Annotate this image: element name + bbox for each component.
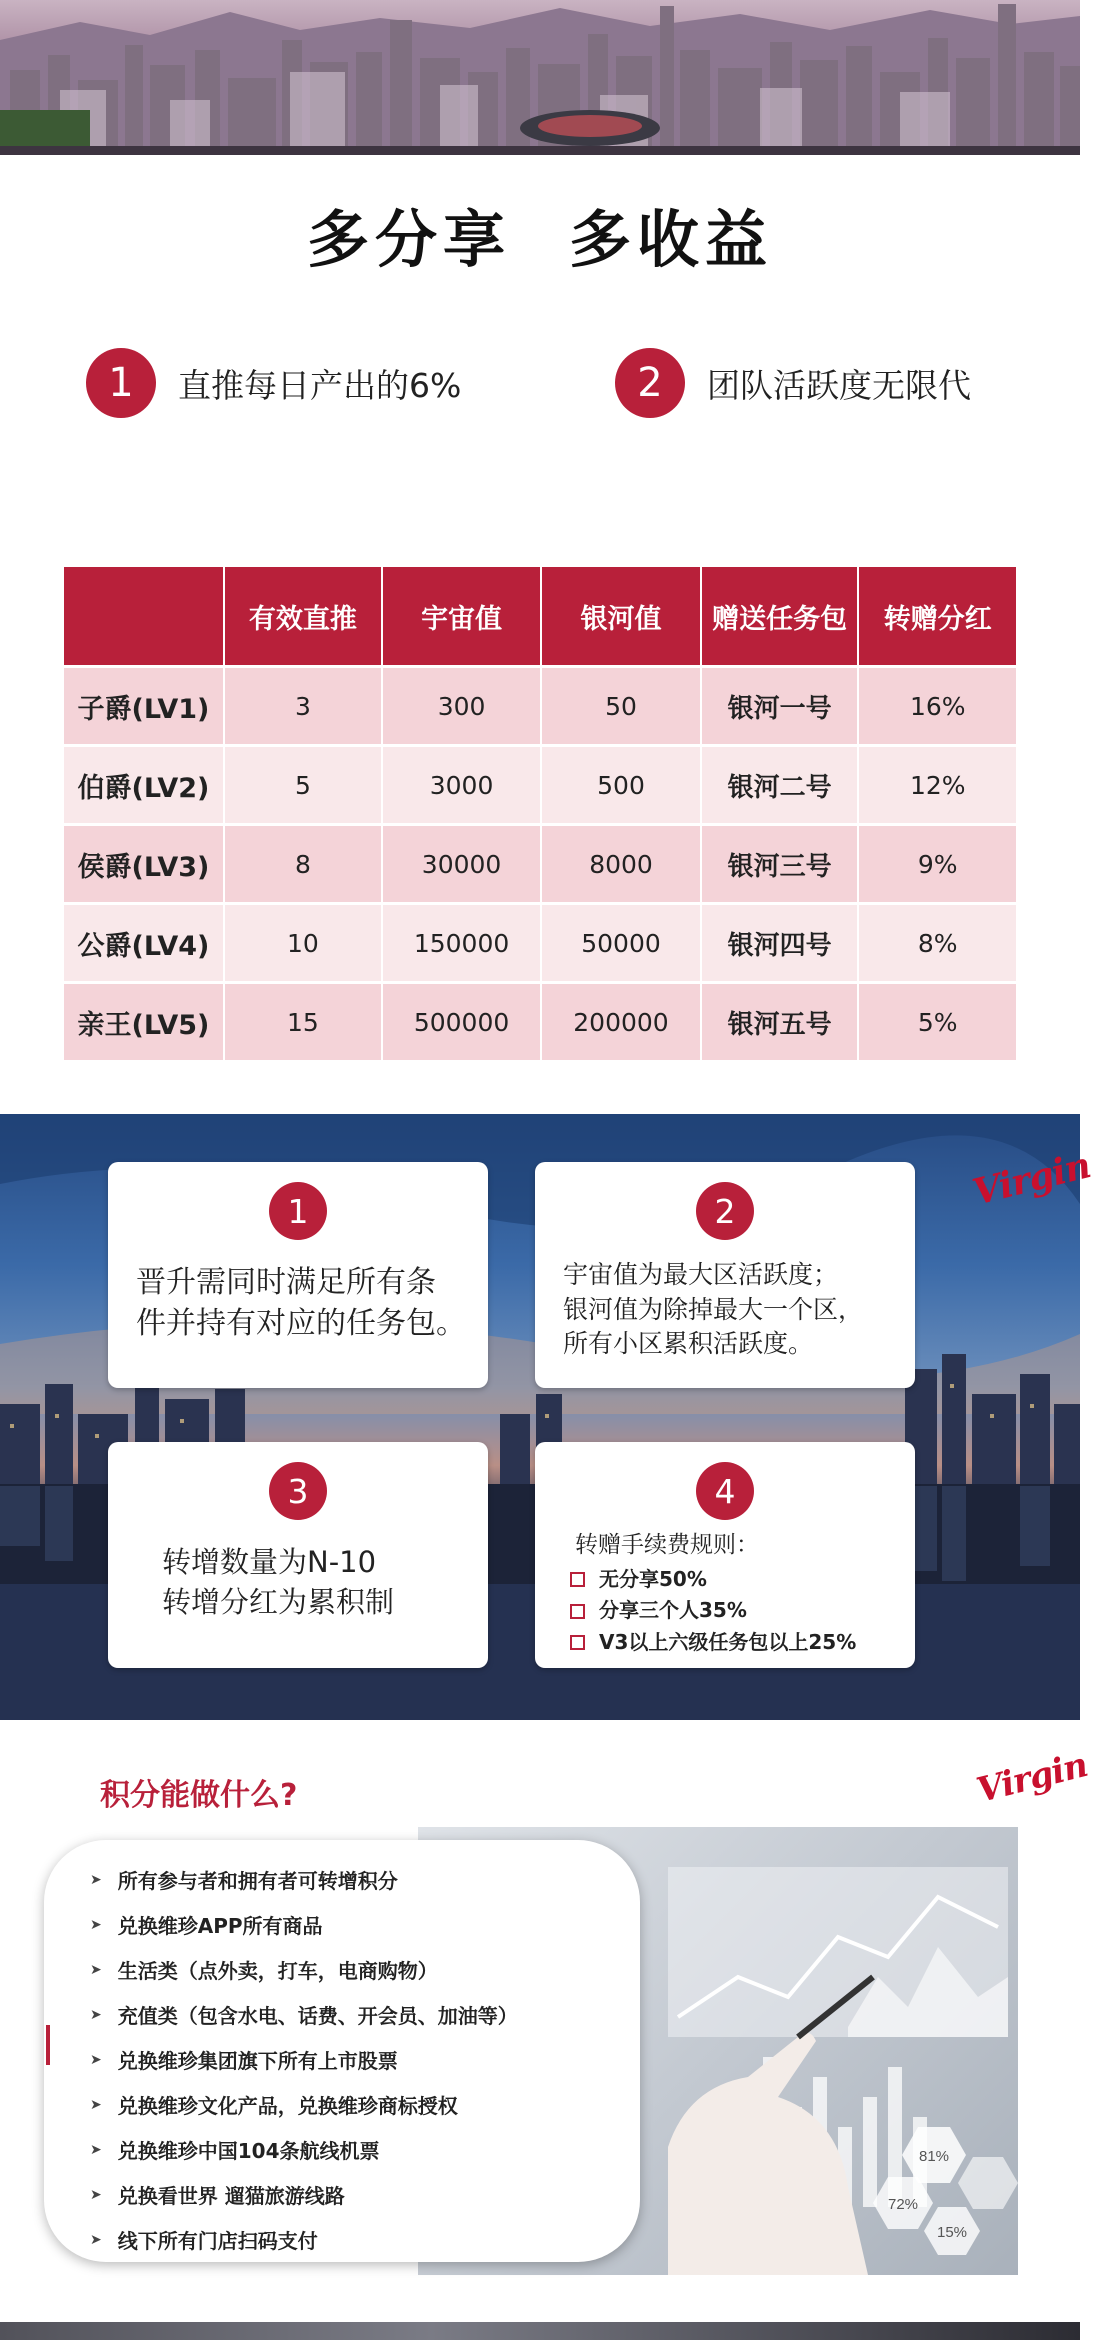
table-cell: 30000 — [383, 826, 540, 902]
photo-badge-2: 72% — [887, 2196, 919, 2213]
points-list — [90, 1857, 518, 2262]
headline-left: 多分享 — [306, 203, 511, 276]
benefit-item-2 — [615, 348, 971, 418]
table-row — [64, 905, 1016, 981]
task-package-cell: 银河二号 — [702, 747, 858, 823]
table-header-cell: 宇宙值 — [383, 567, 540, 665]
photo-badge-3: 15% — [936, 2224, 968, 2241]
rule-card-3 — [108, 1442, 488, 1668]
list-item: ➤ 兑换维珍集团旗下所有上市股票 — [90, 2049, 398, 2073]
table-cell: 15 — [225, 984, 381, 1060]
table-cell: 8000 — [542, 826, 699, 902]
rule-card-4 — [535, 1442, 915, 1668]
table-cell: 8 — [225, 826, 381, 902]
arrow-right-icon: ➤ — [90, 1916, 102, 1933]
rule-text — [563, 1258, 863, 1362]
rule-line: 转增数量为N-10 — [162, 1545, 377, 1579]
table-cell: 12% — [859, 747, 1016, 823]
table-header-cell: 银河值 — [542, 567, 699, 665]
table-header-cell: 有效直推 — [225, 567, 381, 665]
task-package-cell: 银河四号 — [702, 905, 858, 981]
table-header-cell: 赠送任务包 — [702, 567, 858, 665]
task-package-cell: 银河五号 — [702, 984, 858, 1060]
rule-text — [162, 1542, 394, 1622]
fee-rule-item: 无分享50% — [570, 1566, 856, 1594]
arrow-right-icon: ➤ — [90, 2006, 102, 2023]
rule-number-badge: 2 — [696, 1182, 754, 1240]
list-item: ➤ 兑换维珍文化产品，兑换维珍商标授权 — [90, 2094, 458, 2118]
table-cell: 150000 — [383, 905, 540, 981]
table-row — [64, 668, 1016, 744]
fee-rules-title: 转赠手续费规则： — [575, 1532, 759, 1558]
points-section-title: 积分能做什么? — [100, 1778, 298, 1813]
table-row — [64, 984, 1016, 1060]
table-row — [64, 747, 1016, 823]
list-item: ➤ 线下所有门店扫码支付 — [90, 2229, 318, 2253]
fee-rule-item: V3以上六级任务包以上25% — [570, 1629, 856, 1657]
list-item: ➤ 生活类（点外卖，打车，电商购物） — [90, 1959, 438, 1983]
virgin-logo: Virgin — [972, 1745, 1092, 1811]
table-header-cell: 转赠分红 — [859, 567, 1016, 665]
virgin-logo: Virgin — [968, 1144, 1094, 1214]
benefit-item-1 — [86, 348, 461, 418]
rule-number-badge: 1 — [269, 1182, 327, 1240]
task-package-cell: 银河一号 — [702, 668, 858, 744]
benefit-text: 团队活跃度无限代 — [707, 365, 971, 405]
table-header-row — [64, 567, 1016, 665]
list-item: ➤ 所有参与者和拥有者可转增积分 — [90, 1869, 398, 1893]
arrow-right-icon: ➤ — [90, 2051, 102, 2068]
rule-card-2 — [535, 1162, 915, 1388]
list-item: ➤ 兑换维珍中国104条航线机票 — [90, 2139, 380, 2163]
level-name-cell: 侯爵(LV3) — [64, 826, 223, 902]
table-cell: 5 — [225, 747, 381, 823]
list-item: ➤ 兑换看世界 遛猫旅游线路 — [90, 2184, 345, 2208]
list-item: ➤ 兑换维珍APP所有商品 — [90, 1914, 323, 1938]
rule-line: 转增分红为累积制 — [162, 1585, 395, 1620]
checkbox-icon — [570, 1604, 585, 1619]
table-cell: 10 — [225, 905, 381, 981]
table-cell: 50000 — [542, 905, 699, 981]
arrow-right-icon: ➤ — [90, 1961, 102, 1978]
rule-number-badge: 4 — [696, 1462, 754, 1520]
table-cell: 16% — [859, 668, 1016, 744]
rule-card-1 — [108, 1162, 488, 1388]
fee-rule-item: 分享三个人35% — [570, 1597, 856, 1625]
level-table — [62, 564, 1018, 1063]
page-headline — [0, 190, 1080, 279]
table-cell: 5% — [859, 984, 1016, 1060]
table-cell: 50 — [542, 668, 699, 744]
checkbox-icon — [570, 1572, 585, 1587]
rule-line: 宇宙值为最大区活跃度； — [563, 1260, 839, 1289]
accent-marker — [46, 2025, 50, 2065]
level-name-cell: 公爵(LV4) — [64, 905, 223, 981]
table-cell: 3 — [225, 668, 381, 744]
fee-rules — [575, 1530, 856, 1657]
benefit-number-badge: 1 — [86, 348, 156, 418]
rule-text — [136, 1262, 466, 1345]
rule-line: 所有小区累积活跃度。 — [563, 1329, 814, 1358]
level-name-cell: 伯爵(LV2) — [64, 747, 223, 823]
table-cell: 300 — [383, 668, 540, 744]
rule-number-badge: 3 — [269, 1462, 327, 1520]
photo-badge-1: 81% — [918, 2148, 950, 2165]
task-package-cell: 银河三号 — [702, 826, 858, 902]
bottom-image-strip — [0, 2322, 1080, 2340]
arrow-right-icon: ➤ — [90, 2096, 102, 2113]
city-banner — [0, 0, 1080, 155]
table-header-cell — [64, 567, 223, 665]
table-cell: 500000 — [383, 984, 540, 1060]
table-cell: 200000 — [542, 984, 699, 1060]
checkbox-icon — [570, 1635, 585, 1650]
rule-line: 件并持有对应的任务包。 — [136, 1306, 466, 1342]
arrow-right-icon: ➤ — [90, 2231, 102, 2248]
headline-right: 多收益 — [569, 203, 774, 276]
rule-line: 银河值为除掉最大一个区， — [563, 1294, 864, 1324]
table-cell: 8% — [859, 905, 1016, 981]
table-row — [64, 826, 1016, 902]
fee-rules-list — [570, 1566, 856, 1657]
level-name-cell: 子爵(LV1) — [64, 668, 223, 744]
table-cell: 500 — [542, 747, 699, 823]
list-item: ➤ 充值类（包含水电、话费、开会员、加油等） — [90, 2004, 518, 2028]
level-name-cell: 亲王(LV5) — [64, 984, 223, 1060]
arrow-right-icon: ➤ — [90, 1871, 102, 1888]
arrow-right-icon: ➤ — [90, 2186, 102, 2203]
table-cell: 3000 — [383, 747, 540, 823]
rules-panel — [0, 1114, 1094, 1720]
benefit-text: 直推每日产出的6% — [178, 365, 462, 405]
table-cell: 9% — [859, 826, 1016, 902]
arrow-right-icon: ➤ — [90, 2141, 102, 2158]
city-skyline-image — [0, 0, 1080, 155]
benefit-number-badge: 2 — [615, 348, 685, 418]
rule-line: 晋升需同时满足所有条 — [136, 1265, 436, 1300]
